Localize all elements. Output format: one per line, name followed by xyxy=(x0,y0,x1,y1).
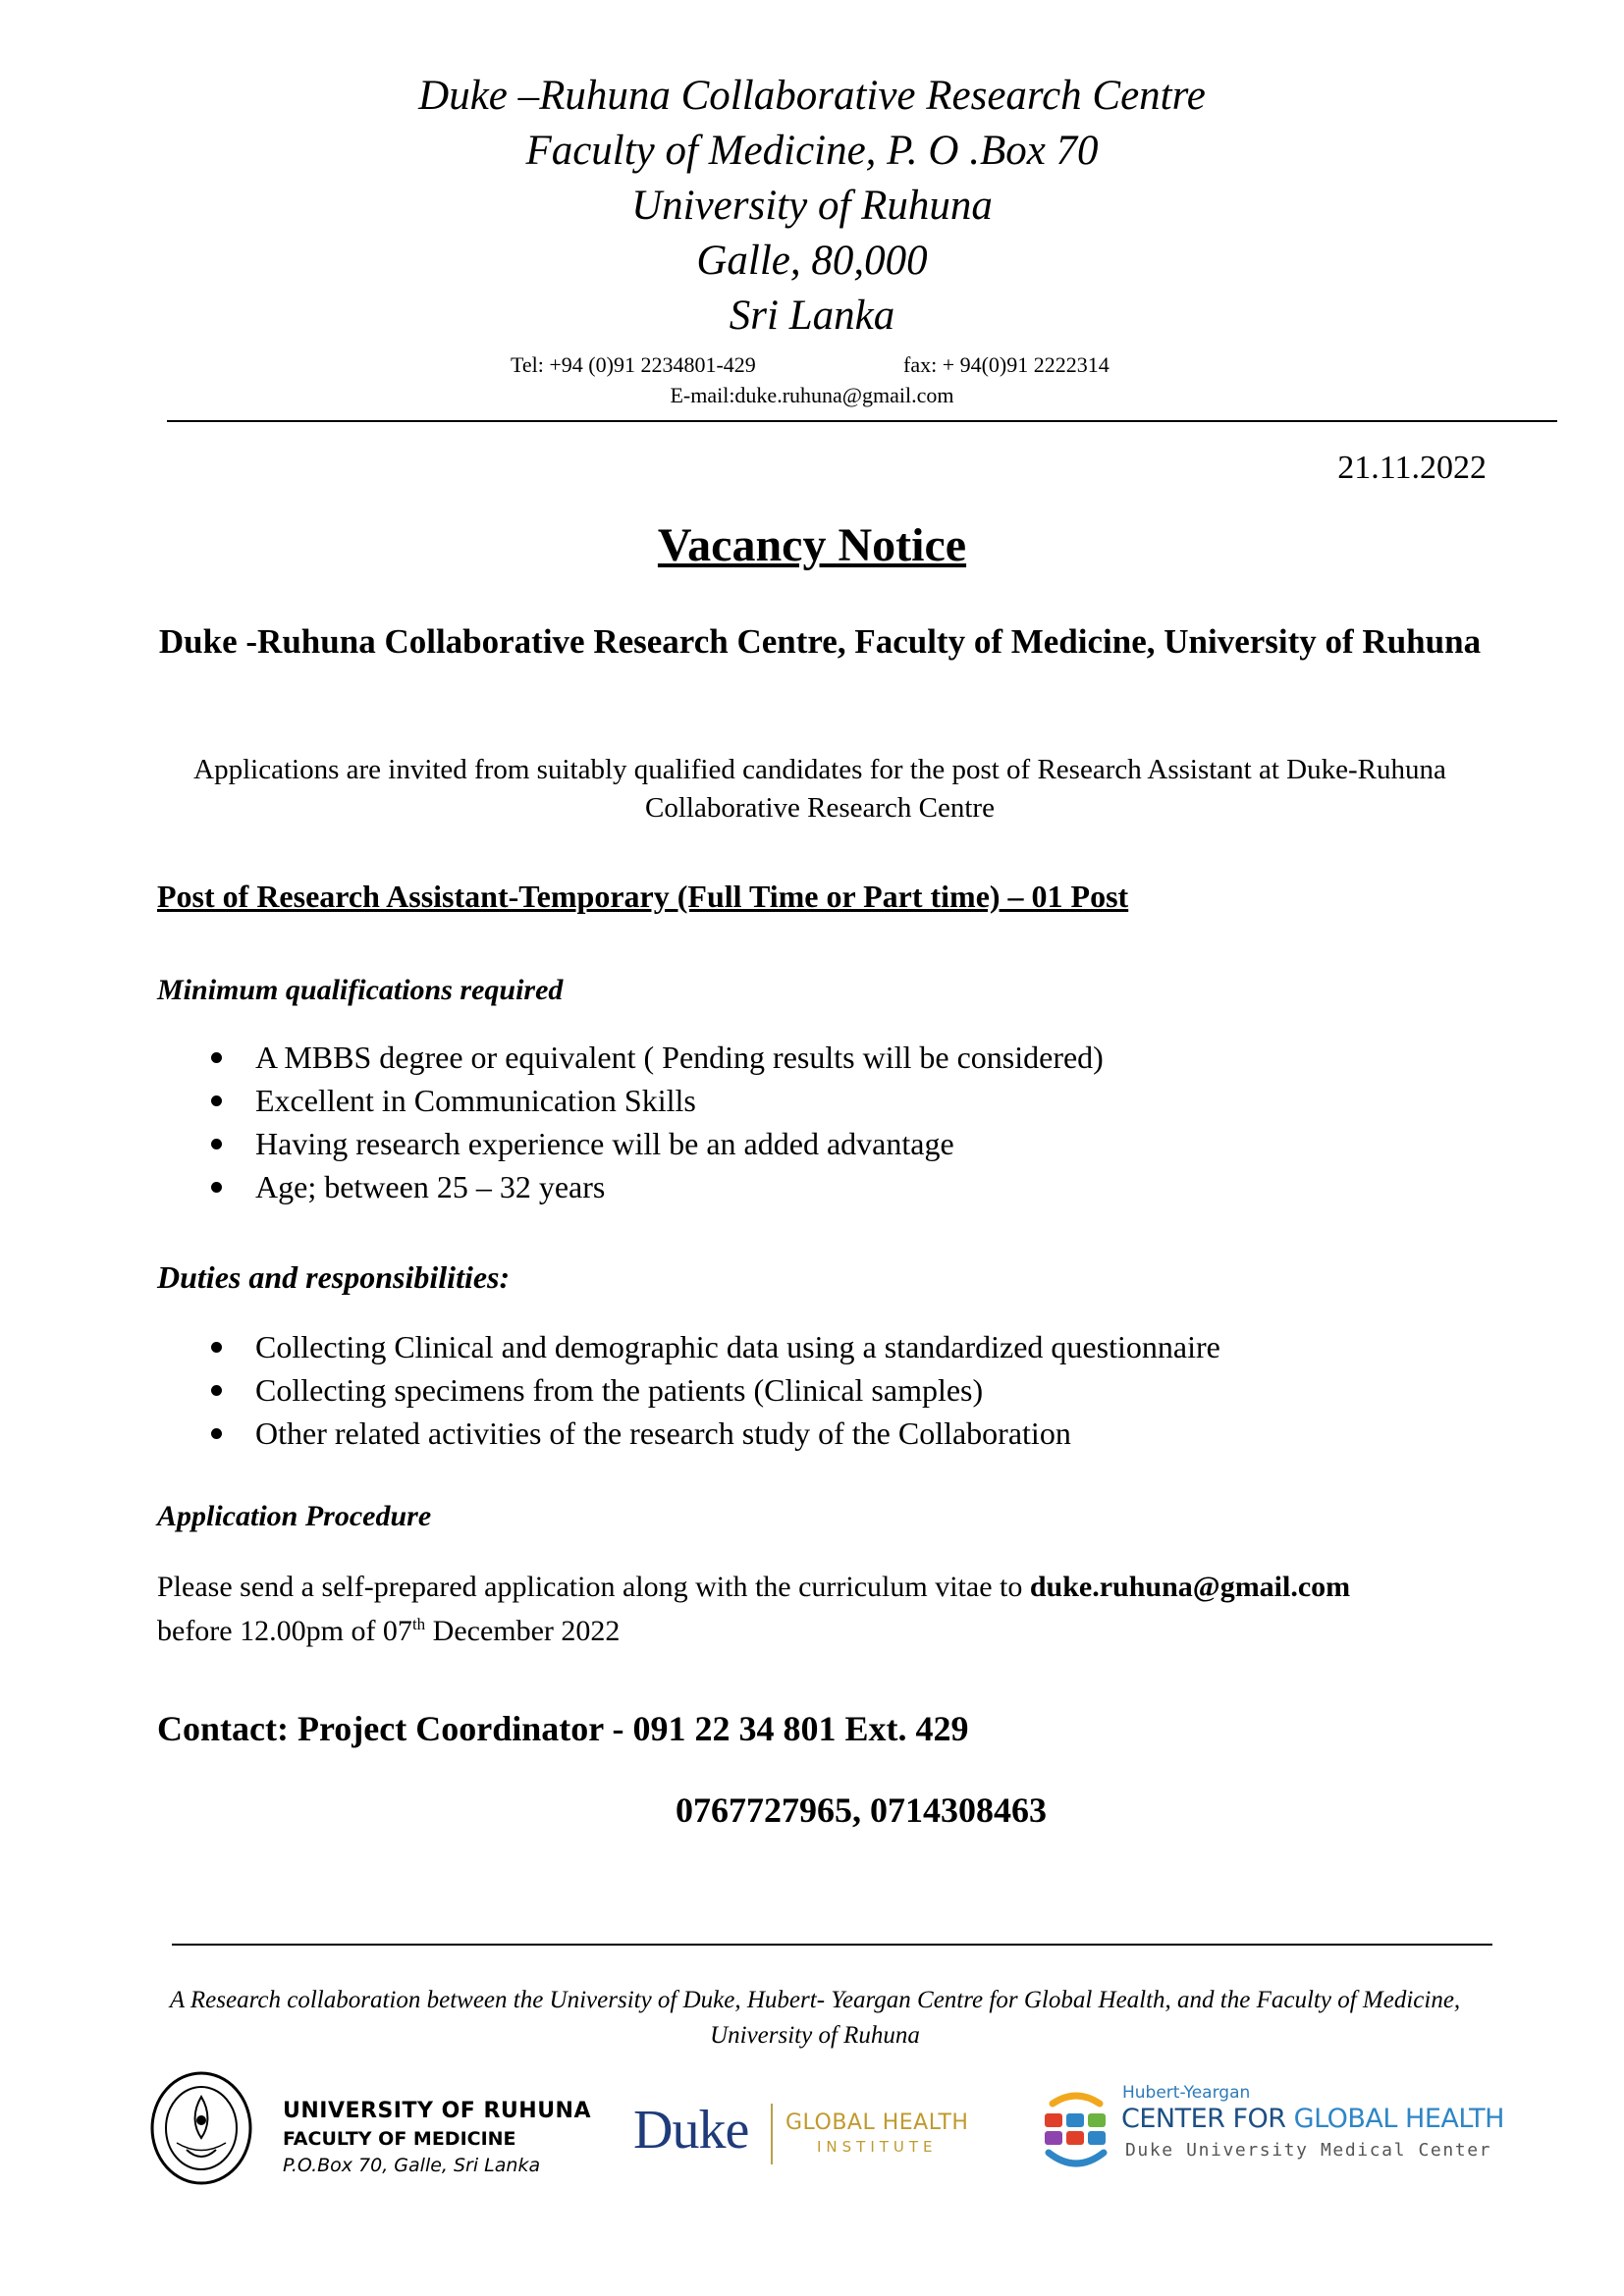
bullet-icon xyxy=(211,1428,222,1439)
list-item: A MBBS degree or equivalent ( Pending results will be considered) xyxy=(157,1036,1104,1079)
letterhead-line-3: University of Ruhuna xyxy=(631,183,993,229)
letterhead-line-2: Faculty of Medicine, P. O .Box 70 xyxy=(525,128,1099,174)
contact-line-1: Contact: Project Coordinator - 091 22 34 801 Ext. 429 xyxy=(157,1709,969,1748)
ruhuna-faculty: FACULTY OF MEDICINE xyxy=(283,2128,516,2150)
hubert-logo-line-3: Duke University Medical Center xyxy=(1125,2140,1492,2161)
letterhead-fax: fax: + 94(0)91 2222314 xyxy=(903,352,1110,377)
letterhead-line-1: Duke –Ruhuna Collaborative Research Centre xyxy=(418,73,1206,119)
list-item: Having research experience will be an added advantage xyxy=(157,1122,1104,1165)
qualifications-list xyxy=(157,1036,1104,1208)
post-title: Post of Research Assistant-Temporary (Full Time or Part time) – 01 Post xyxy=(157,879,1129,914)
application-heading: Application Procedure xyxy=(157,1500,432,1532)
hubert-logo-line-2: CENTER FOR GLOBAL HEALTH xyxy=(1121,2104,1504,2134)
list-item: Excellent in Communication Skills xyxy=(157,1079,1104,1122)
page-title: Vacancy Notice xyxy=(657,519,967,571)
ruhuna-seal-icon xyxy=(147,2069,255,2187)
list-item: Other related activities of the research study of the Collaboration xyxy=(157,1412,1220,1455)
duke-logo-separator xyxy=(771,2104,773,2164)
ghi-logo-line-2: INSTITUTE xyxy=(817,2138,938,2156)
collaboration-note: A Research collaboration between the University of Duke, Hubert- Yeargan Centre for Global Health, and the Faculty of Medicine, University of Ruhuna xyxy=(169,1987,1461,2049)
hubert-logo-line-1: Hubert-Yeargan xyxy=(1122,2083,1251,2103)
hubert-yeargan-globe-icon xyxy=(1039,2086,1113,2174)
application-email-link[interactable]: duke.ruhuna@gmail.com xyxy=(1029,1571,1351,1603)
letterhead-tel: Tel: +94 (0)91 2234801-429 xyxy=(511,352,756,377)
ruhuna-name: UNIVERSITY OF RUHUNA xyxy=(283,2099,591,2123)
bullet-icon xyxy=(211,1052,222,1063)
ruhuna-address: P.O.Box 70, Galle, Sri Lanka xyxy=(283,2155,541,2176)
bullet-icon xyxy=(211,1342,222,1353)
list-item: Collecting specimens from the patients (Clinical samples) xyxy=(157,1368,1220,1412)
list-item: Age; between 25 – 32 years xyxy=(157,1165,1104,1208)
letterhead-line-4: Galle, 80,000 xyxy=(696,238,928,284)
contact-line-2: 0767727965, 0714308463 xyxy=(676,1790,1047,1830)
list-item: Collecting Clinical and demographic data using a standardized questionnaire xyxy=(157,1325,1220,1368)
qualifications-heading: Minimum qualifications required xyxy=(157,974,564,1006)
bullet-icon xyxy=(211,1139,222,1149)
duties-heading: Duties and responsibilities: xyxy=(157,1259,511,1295)
bullet-icon xyxy=(211,1385,222,1396)
bullet-icon xyxy=(211,1182,222,1193)
ghi-logo-line-1: GLOBAL HEALTH xyxy=(785,2110,969,2135)
organization-heading: Duke -Ruhuna Collaborative Research Centre, Faculty of Medicine, University of Ruhuna xyxy=(158,622,1482,661)
duke-logo-word: Duke xyxy=(633,2100,749,2161)
intro-paragraph: Applications are invited from suitably qualified candidates for the post of Research Assistant at Duke-Ruhuna Collaborative Research Centre xyxy=(193,754,1446,824)
letterhead-email: E-mail:duke.ruhuna@gmail.com xyxy=(670,383,954,407)
footer-divider xyxy=(172,1944,1492,1946)
duties-list xyxy=(157,1325,1220,1455)
notice-date: 21.11.2022 xyxy=(1337,450,1487,486)
letterhead-line-5: Sri Lanka xyxy=(729,293,895,339)
bullet-icon xyxy=(211,1095,222,1106)
letterhead-divider xyxy=(167,420,1557,422)
application-paragraph: Please send a self-prepared application along with the curriculum vitae to duke.ruhuna@gmail.com before 12.00pm of 07th December 2022 xyxy=(157,1571,1351,1647)
